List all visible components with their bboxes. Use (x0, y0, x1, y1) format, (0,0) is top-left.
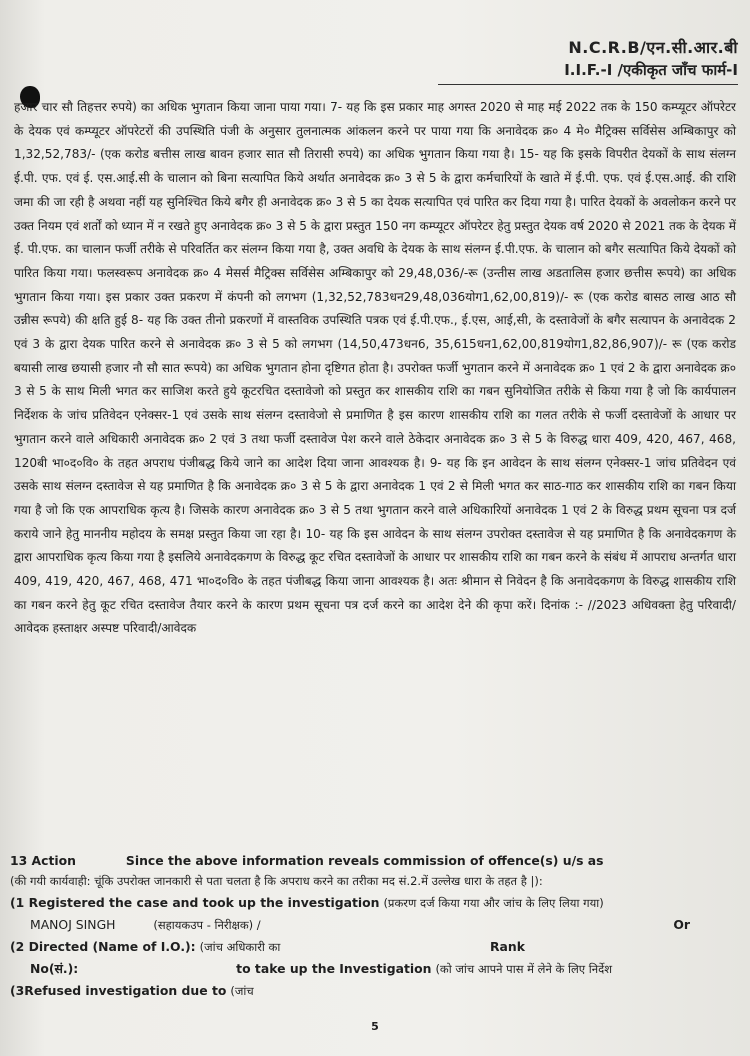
page-number: 5 (371, 1020, 379, 1033)
complaint-paragraph: हजार चार सौ तिहत्तर रुपये) का अधिक भुगतान किया जाना पाया गया। 7- यह कि इस प्रकार माह अगस्त 2020 से माह मई 2022 तक के 150 कम्प्यूटर ऑपरेटर के देयक एवं कम्प्यूटर ऑपरेटरों की उपस्थिति पंजी के अनुसार तुलनात्मक आंकलन करने पर पाया गया कि अनावेदक क्र० 4 मे० मैट्रिक्स सर्विसेस अम्बिकापुर को 1,32,52,783/- (एक करोड बत्तीस लाख बावन हजार सात सौ तिरासी रुपये) का अधिक भुगतान किया गया है। 15- यह कि इसके विपरीत देयकों के साथ संलग्न ई.पी. एफ. एवं ई. एस.आई.सी के चालान को बिना सत्यापित किये अर्थात अनावेदक क्र० 3 से 5 के द्वारा कर्मचारियों के खाते में ई.पी. एफ. एवं ई.एस.आई. की राशि जमा की जा रही है अथवा नहीं यह सुनिश्चित किये बगैर ही अनावेदक क्र० 3 से 5 का देयक सत्यापित एवं पारित कर दिया गया है। पारित देयकों के अवलोकन करने पर उक्त नियम एवं शर्तों को ध्यान में न रखते हुए अनावेदक क्र० 3 से 5 के द्वारा प्रस्तुत 150 नग कम्प्यूटर ऑपरेटर हेतु प्रस्तुत देयक वर्ष 2020 से 2021 तक के देयक में ई. पी.एफ. का चालान फर्जी तरीके से परिवर्तित कर संलग्न किया गया है, उक्त अवधि के देयक के साथ संलग्न ई.पी.एफ. के चालान को बगैर सत्यापित किये देयकों को पारित किया गया। फलस्वरूप अनावेदक क्र० 4 मेसर्स मैट्रिक्स सर्विसेस अम्बिकापुर को 29,48,036/-रू (उन्तीस लाख अडतालिस हजार छत्तीस रूपये) का अधिक भुगतान किया गया। इस प्रकार उक्त प्रकरण में कंपनी को लगभग (1,32,52,783धन29,48,036योग1,62,00,819)/- रू (एक करोड बासठ लाख आठ सौ उन्नीस रूपये) की क्षति हुई 8- यह कि उक्त तीनो प्रकरणों में वास्तविक उपस्थिति पत्रक एवं ई.पी.एफ., ई.एस, आई,सी, के दस्तावेजों के बगैर सत्यापन के अनावेदक 2 एवं 3 के द्वारा देयक पारित करने से अनावेदक क्र० 3 से 5 को लगभग (14,50,473धन6, 35,615धन1,62,00,819योग1,82,86,907)/- रू (एक करोड बयासी लाख छयासी हजार नौ सौ सात रूपये) का अधिक भुगतान होना दृष्टिगत होता है। उपरोक्त फर्जी भुगतान करने में अनावेदक क्र० 1 एवं 2 के द्वारा अनावेदक क्र० 3 से 5 के साथ मिली भगत कर साजिश करते हुये कूटरचित दस्तावेजो को प्रस्तुत कर शासकीय राशि का गबन सुनियोजित तरीके से किया गया है जो कि कार्यपालन निर्देशक के जांच प्रतिवेदन एनेक्सर-1 एवं उसके साथ संलग्न दस्तावेजो से प्रमाणित है इस कारण शासकीय राशि का गलत तरीके से फर्जी दस्तावेजों के आधार पर भुगतान करने वाले अधिकारी अनावेदक क्र० 2 एवं 3 तथा फर्जी दस्तावेज पेश करने वाले ठेकेदार अनावेदक क्र० 3 से 5 के विरुद्ध धारा 409, 420, 467, 468, 120बी भा०द०वि० के तहत अपराध पंजीबद्ध किये जाने का आदेश दिया जाना आवश्यक है। 9- यह कि इन आवेदन के साथ संलग्न एनेक्सर-1 जांच प्रतिवेदन एवं उसके साथ संलग्न दस्तावेज से यह प्रमाणित है कि अनावेदक क्र० 3 से 5 के द्वारा अनावेदक 1 एवं 2 से मिली भगत कर साठ-गाठ कर शासकीय राशि का गबन किया गया है जो कि एक आपराधिक कृत्य है। जिसके कारण अनावेदक क्र० 3 से 5 तथा भुगतान करने वाले अधिकारियों अनावेदक 1 एवं 2 के विरुद्ध प्रथम सूचना पत्र दर्ज कराये जाने हेतु माननीय महोदय के समक्ष प्रस्तुत किया जा रहा है। 10- यह कि इस आवेदन के साथ संलग्न उपरोक्त दस्तावेज से यह प्रमाणित है कि अनावेदकगण के द्वारा आपराधिक कृत्य किया गया है इसलिये अनावेदकगण के विरुद्ध कूट रचित दस्तावेजों के आधार पर शासकीय राशि का गबन करने के संबंध में आपराध अन्तर्गत धारा 409, 419, 420, 467, 468, 471 भा०द०वि० के तहत पंजीबद्ध किया जाना आवश्यक है। अतः श्रीमान से निवेदन है कि अनावेदकगण के विरुद्ध शासकीय राशि का गबन करने हेतु कूट रचित दस्तावेज तैयार करने के कारण प्रथम सूचना पत्र दर्ज करने का आदेश देने की कृपा करें। दिनांक :- //2023 अधिवक्ता हेतु परिवादी/आवेदक हस्ताक्षर अस्पष्ट परिवादी/आवेदक (14, 100, 736, 636)
officer-row (10, 914, 740, 936)
action-item-3 (10, 980, 740, 1002)
or-label: Or (673, 917, 690, 932)
header-form-title: I.I.F.-I /एकीकृत जाँच फार्म-I (564, 61, 738, 79)
item1-english: (1 Registered the case and took up the investigation (10, 895, 380, 910)
officer-rank: (सहायकउप - निरीक्षक) / (153, 918, 261, 932)
action-heading-text: Since the above information reveals commission of offence(s) u/s as (125, 853, 604, 868)
action-hindi-text: (की गयी कार्यवाही: चूंकि उपरोक्त जानकारी से पता चलता है कि अपराध करने का तरीका मद सं.2.में उल्लेख धारा के तहत है |): (10, 874, 543, 888)
item3-hindi: (जांच (230, 984, 254, 998)
item3-english: (3Refused investigation due to (10, 983, 227, 998)
form-header (438, 36, 738, 85)
takeup-english: to take up the Investigation (236, 961, 432, 976)
action-hindi-line (10, 871, 740, 892)
no-row (10, 958, 740, 980)
item2-hindi: (जांच अधिकारी का (199, 940, 281, 954)
item2-english: (2 Directed (Name of I.O.): (10, 939, 196, 954)
no-label: No(सं.): (30, 961, 79, 976)
action-heading-row (10, 850, 740, 871)
action-item-2 (10, 936, 740, 958)
action-heading-number: 13 Action (10, 853, 76, 868)
header-underline (438, 84, 738, 85)
complaint-body (14, 96, 736, 641)
item1-hindi: (प्रकरण दर्ज किया गया और जांच के लिए लिया गया) (383, 896, 604, 910)
header-ncrb: N.C.R.B/एन.सी.आर.बी (568, 38, 738, 57)
rank-label: Rank (490, 939, 525, 954)
action-section (10, 850, 740, 1002)
action-item-1 (10, 892, 740, 914)
officer-name: MANOJ SINGH (30, 917, 116, 932)
takeup-hindi: (को जांच आपने पास में लेने के लिए निर्देश (435, 962, 613, 976)
